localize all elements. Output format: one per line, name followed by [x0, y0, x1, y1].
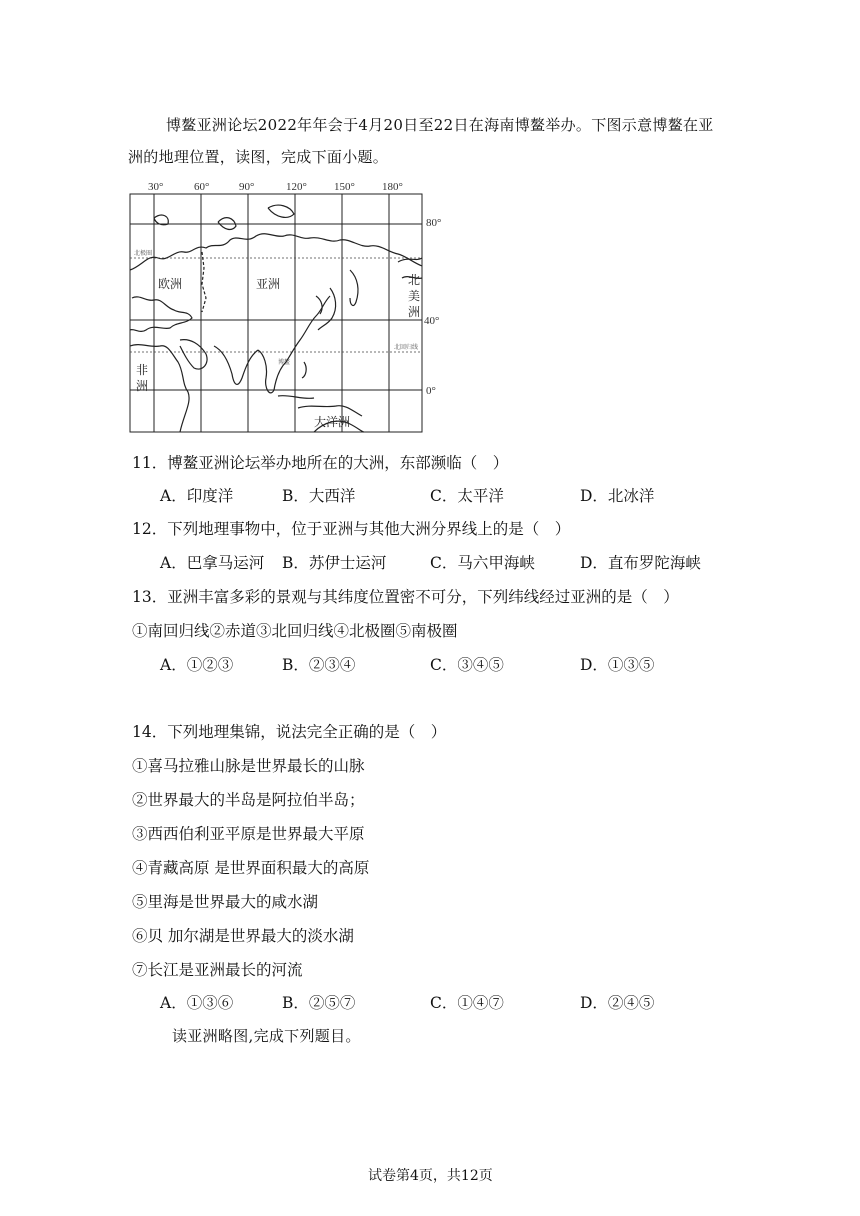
label-asia: 亚洲	[256, 277, 281, 291]
label-north-america-3: 洲	[408, 305, 421, 319]
q13-option-a[interactable]: A．①②③	[160, 656, 234, 674]
intro-line-2: 洲的地理位置，读图，完成下面小题。	[128, 148, 389, 166]
q13-option-c[interactable]: C．③④⑤	[430, 656, 504, 674]
q13-items: ①南回归线②赤道③北回归线④北极圈⑤南极圈	[132, 622, 458, 640]
q14-option-b[interactable]: B．②⑤⑦	[282, 994, 356, 1012]
lon-label-120: 120°	[286, 181, 307, 193]
q14-item-2: ②世界最大的半岛是阿拉伯半岛；	[132, 791, 365, 809]
boao-label: 博鳌	[278, 359, 291, 366]
q12-option-c[interactable]: C．马六甲海峡	[430, 554, 535, 572]
q14-option-c[interactable]: C．①④⑦	[430, 994, 504, 1012]
q14-item-4: ④青藏高原 是世界面积最大的高原	[132, 859, 370, 877]
label-north-america-1: 北	[408, 273, 421, 287]
q14-option-a[interactable]: A．①③⑥	[160, 994, 234, 1012]
tropic-cancer-label: 北回归线	[394, 344, 419, 351]
label-oceania: 大洋洲	[314, 415, 351, 429]
q12-option-d[interactable]: D．直布罗陀海峡	[580, 554, 701, 572]
page-footer: 试卷第4页，共12页	[368, 1168, 493, 1184]
arctic-circle-label: 北极圈	[134, 250, 153, 257]
label-europe: 欧洲	[158, 277, 183, 291]
q14-item-7: ⑦长江是亚洲最长的河流	[132, 961, 303, 979]
question-12-stem: 12．下列地理事物中，位于亚洲与其他大洲分界线上的是（ ）	[132, 520, 571, 538]
question-14-stem: 14．下列地理集锦，说法完全正确的是（ ）	[132, 723, 447, 741]
lon-label-180: 180°	[382, 181, 403, 193]
lon-label-150: 150°	[334, 181, 355, 193]
lat-label-80: 80°	[426, 217, 442, 229]
coastline	[130, 205, 422, 432]
label-africa-1: 非	[136, 363, 149, 377]
asia-location-map	[118, 178, 458, 434]
q11-option-d[interactable]: D．北冰洋	[580, 487, 655, 505]
q14-item-6: ⑥贝 加尔湖是世界最大的淡水湖	[132, 927, 354, 945]
q13-option-b[interactable]: B．②③④	[282, 656, 356, 674]
q11-option-c[interactable]: C．太平洋	[430, 487, 504, 505]
closing-instruction: 读亚洲略图,完成下列题目。	[172, 1027, 361, 1045]
q12-option-a[interactable]: A．巴拿马运河	[160, 554, 265, 572]
lat-label-0: 0°	[426, 385, 436, 397]
q11-option-a[interactable]: A．印度洋	[160, 487, 234, 505]
lat-label-40: 40°	[424, 315, 440, 327]
q12-option-b[interactable]: B．苏伊士运河	[282, 554, 387, 572]
q13-option-d[interactable]: D．①③⑤	[580, 656, 655, 674]
lon-label-90: 90°	[239, 181, 255, 193]
question-11-stem: 11．博鳌亚洲论坛举办地所在的大洲，东部濒临（ ）	[132, 454, 509, 472]
q14-item-5: ⑤里海是世界最大的咸水湖	[132, 893, 319, 911]
question-13-stem: 13．亚洲丰富多彩的景观与其纬度位置密不可分，下列纬线经过亚洲的是（ ）	[132, 588, 679, 606]
q11-option-b[interactable]: B．大西洋	[282, 487, 356, 505]
label-north-america-2: 美	[408, 289, 421, 303]
q14-option-d[interactable]: D．②④⑤	[580, 994, 655, 1012]
lon-label-30: 30°	[148, 181, 164, 193]
lon-label-60: 60°	[194, 181, 210, 193]
q14-item-1: ①喜马拉雅山脉是世界最长的山脉	[132, 757, 365, 775]
graticule	[130, 194, 422, 432]
q14-item-3: ③西西伯利亚平原是世界最大平原	[132, 825, 365, 843]
intro-line-1: 博鳌亚洲论坛2022年年会于4月20日至22日在海南博鳌举办。下图示意博鳌在亚	[166, 116, 714, 134]
label-africa-2: 洲	[136, 379, 149, 393]
